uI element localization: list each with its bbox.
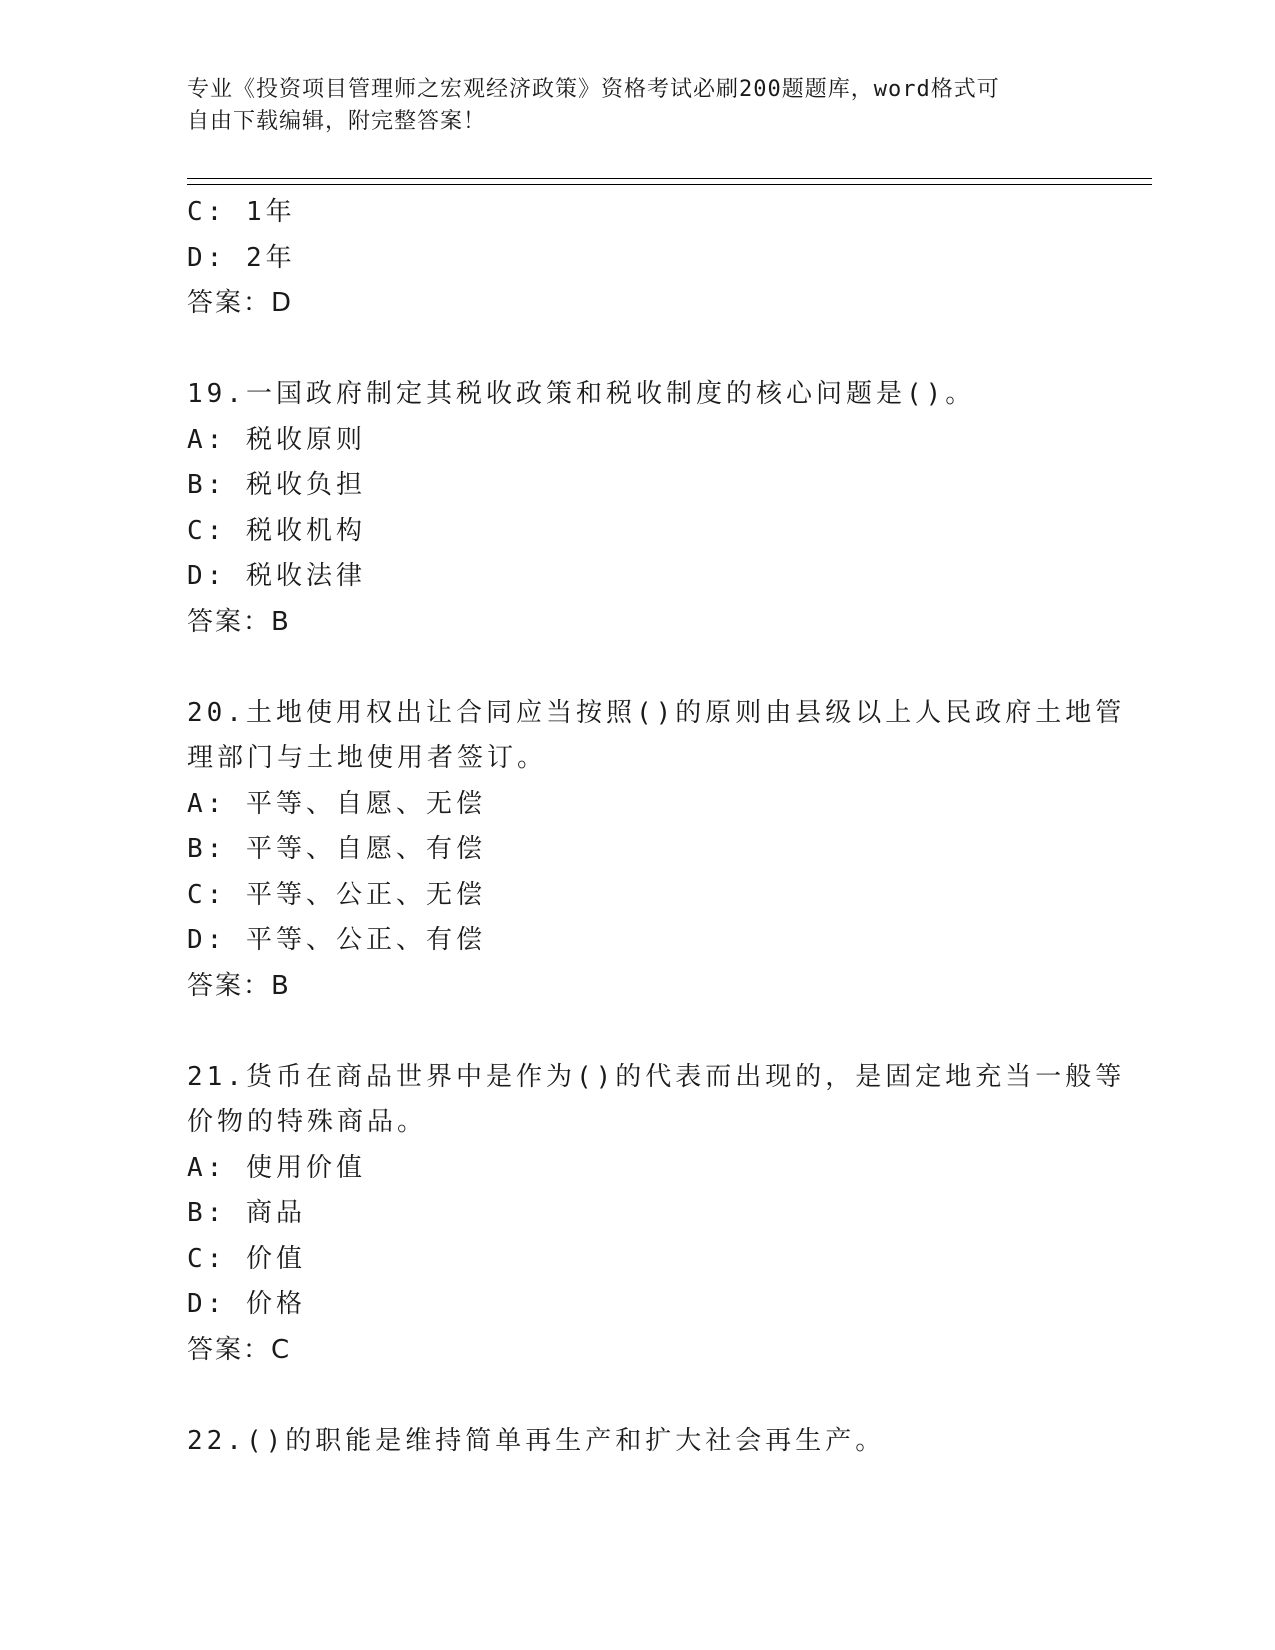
answer: 答案：B <box>187 606 291 637</box>
option-d: D: 2年 <box>187 242 296 273</box>
answer: 答案：B <box>187 970 291 1001</box>
option-c: C: 税收机构 <box>187 515 366 546</box>
question-stem-continued: 价物的特殊商品。 <box>187 1107 428 1137</box>
header-divider <box>187 178 1152 185</box>
header-title-line-2: 自由下载编辑，附完整答案！ <box>187 109 487 134</box>
option-d: D: 价格 <box>187 1289 306 1319</box>
spacer <box>187 327 1087 373</box>
option-c: C: 价值 <box>187 1243 306 1274</box>
question-21 <box>187 1055 1126 1374</box>
question-list <box>187 190 1126 1464</box>
spacer <box>187 645 1087 691</box>
option-c: C: 1年 <box>187 197 296 227</box>
page-header <box>187 74 1087 138</box>
question-stem-continued: 理部门与土地使用者签订。 <box>187 743 548 773</box>
question-stem: 21.货币在商品世界中是作为()的代表而出现的，是固定地充当一般等 <box>187 1061 1126 1092</box>
question-stem: 22.()的职能是维持简单再生产和扩大社会再生产。 <box>187 1425 886 1456</box>
spacer <box>187 1373 1087 1419</box>
question-22 <box>187 1419 1087 1465</box>
question-18-continued <box>187 190 1087 327</box>
option-b: B: 税收负担 <box>187 470 366 500</box>
option-a: A: 使用价值 <box>187 1152 366 1183</box>
option-c: C: 平等、公正、无偿 <box>187 879 486 910</box>
question-stem: 20.土地使用权出让合同应当按照()的原则由县级以上人民政府土地管 <box>187 697 1126 728</box>
answer: 答案：D <box>187 288 294 318</box>
option-a: A: 税收原则 <box>187 424 366 455</box>
option-b: B: 商品 <box>187 1198 306 1228</box>
question-19 <box>187 372 1087 645</box>
spacer <box>187 1009 1087 1055</box>
option-b: B: 平等、自愿、有偿 <box>187 834 486 864</box>
header-title-line-1: 专业《投资项目管理师之宏观经济政策》资格考试必刷200题题库，word格式可 <box>187 77 1000 102</box>
option-d: D: 税收法律 <box>187 561 366 591</box>
question-20 <box>187 691 1126 1010</box>
question-stem: 19.一国政府制定其税收政策和税收制度的核心问题是()。 <box>187 379 976 409</box>
answer: 答案：C <box>187 1334 292 1365</box>
option-a: A: 平等、自愿、无偿 <box>187 788 486 819</box>
option-d: D: 平等、公正、有偿 <box>187 925 486 955</box>
